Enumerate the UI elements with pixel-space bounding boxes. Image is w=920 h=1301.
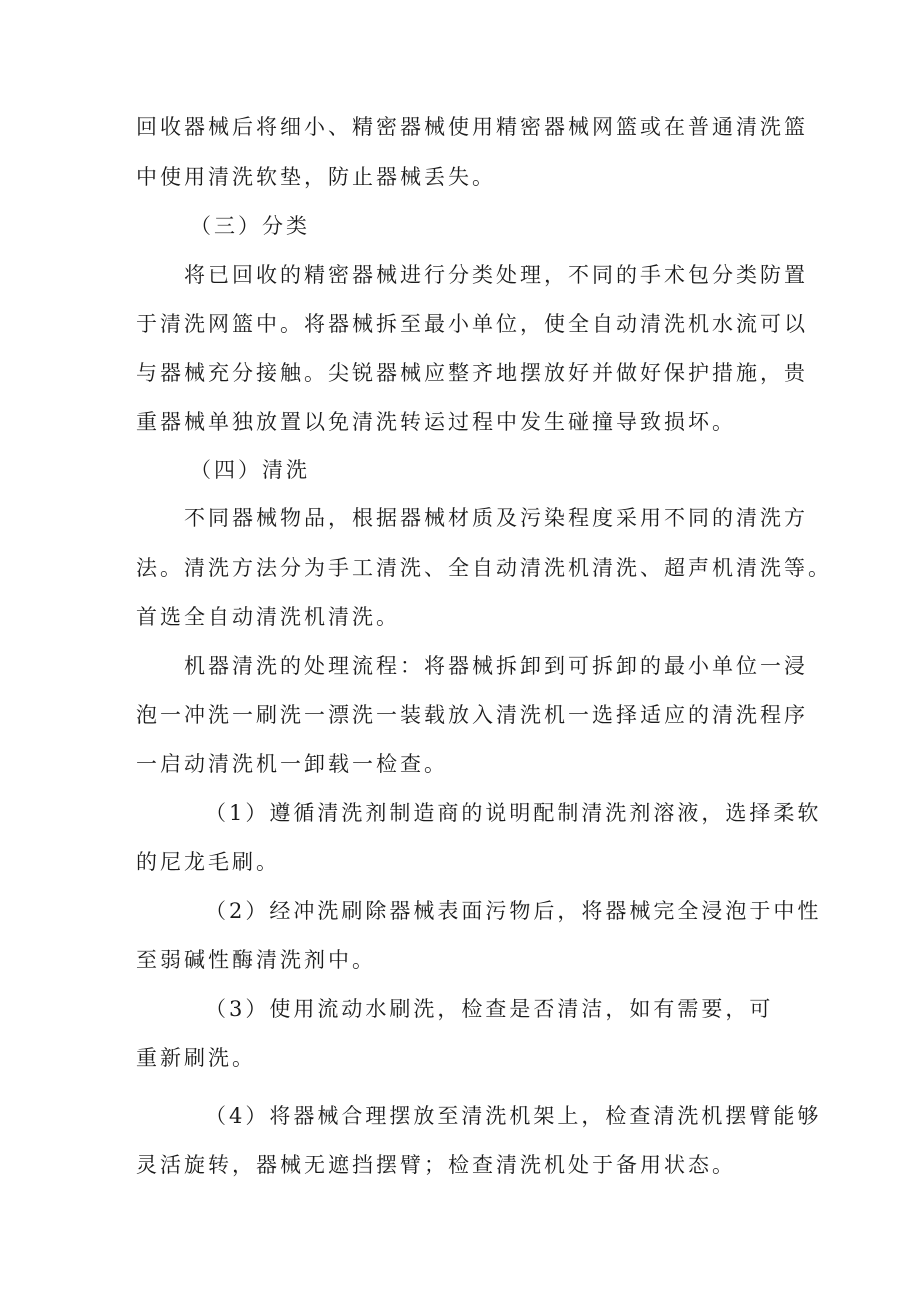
paragraph-line: 回收器械后将细小、精密器械使用精密器械网篮或在普通清洗篮 bbox=[136, 115, 808, 139]
paragraph-line: 的尼龙毛刷。 bbox=[136, 850, 280, 874]
paragraph-line: 一启动清洗机一卸载一检查。 bbox=[136, 752, 448, 776]
paragraph-line: 于清洗网篮中。将器械拆至最小单位，使全自动清洗机水流可以 bbox=[136, 312, 808, 336]
paragraph-line: 至弱碱性酶清洗剂中。 bbox=[136, 948, 376, 972]
section-heading-classification: （三）分类 bbox=[190, 214, 310, 238]
paragraph-line: 与器械充分接触。尖锐器械应整齐地摆放好并做好保护措施，贵 bbox=[136, 361, 808, 385]
paragraph-line: 重器械单独放置以免清洗转运过程中发生碰撞导致损坏。 bbox=[136, 410, 736, 434]
paragraph-line: 重新刷洗。 bbox=[136, 1046, 256, 1070]
list-item-4: （4）将器械合理摆放至清洗机架上，检查清洗机摆臂能够 bbox=[205, 1104, 822, 1128]
paragraph-line: 首选全自动清洗机清洗。 bbox=[136, 605, 400, 629]
paragraph-line: 将已回收的精密器械进行分类处理，不同的手术包分类防置 bbox=[184, 263, 808, 287]
list-item-1: （1）遵循清洗剂制造商的说明配制清洗剂溶液，选择柔软 bbox=[205, 801, 822, 825]
paragraph-line: 中使用清洗软垫，防止器械丢失。 bbox=[136, 165, 496, 189]
list-item-2: （2）经冲洗刷除器械表面污物后，将器械完全浸泡于中性 bbox=[205, 899, 822, 923]
list-item-3: （3）使用流动水刷洗，检查是否清洁，如有需要，可 bbox=[205, 997, 774, 1021]
paragraph-line: 机器清洗的处理流程：将器械拆卸到可拆卸的最小单位一浸 bbox=[184, 654, 808, 678]
paragraph-line: 泡一冲洗一刷洗一漂洗一装载放入清洗机一选择适应的清洗程序 bbox=[136, 703, 808, 727]
paragraph-line: 灵活旋转，器械无遮挡摆臂；检查清洗机处于备用状态。 bbox=[136, 1153, 736, 1177]
section-heading-cleaning: （四）清洗 bbox=[190, 458, 310, 482]
paragraph-line: 不同器械物品，根据器械材质及污染程度采用不同的清洗方 bbox=[184, 506, 808, 530]
paragraph-line: 法。清洗方法分为手工清洗、全自动清洗机清洗、超声机清洗等。 bbox=[136, 556, 832, 580]
